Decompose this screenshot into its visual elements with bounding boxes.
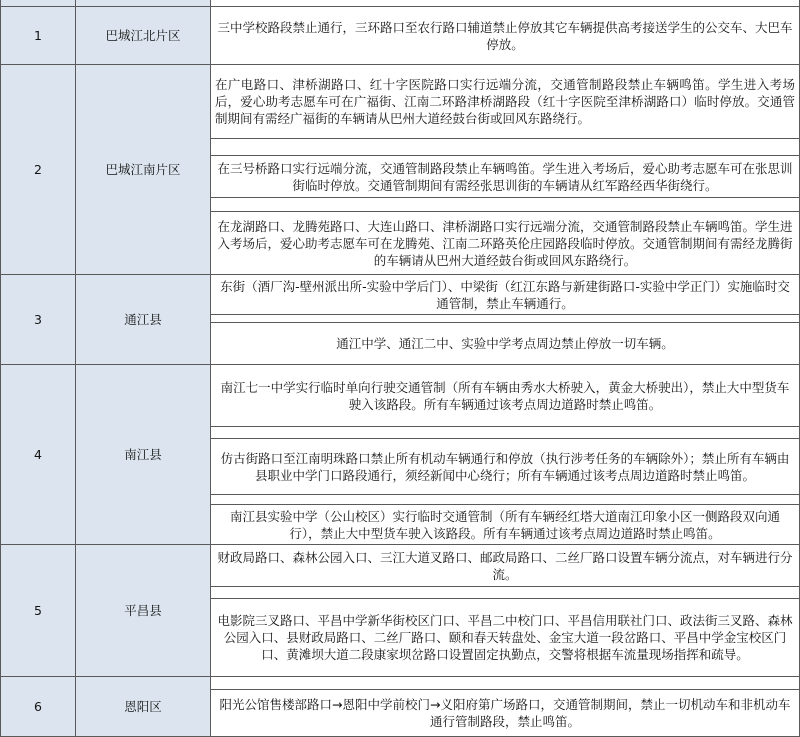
control-measure: 仿古街路口至江南明珠路口禁止所有机动车辆通行和停放（执行涉考任务的车辆除外）；禁止所有车辆由县职业中学门口路段通行，须经新闻中心绕行；所有车辆通过该考点周边道路时禁止鸣笛。 (211, 439, 800, 495)
control-measure: 电影院三叉路口、平昌中学新华街校区门口、平昌二中校门口、平昌信用联社门口、政法街三叉路、森林公园入口、县财政局路口、二丝厂路口、颐和春天转盘处、金宝大道一段岔路口、平昌中学金宝校区门口、黄滩坝大道二段康家坝岔路口设置固定执勤点，交警将根据车流量现场指挥和疏导。 (211, 599, 800, 677)
control-measure: 在三号桥路口实行远端分流，交通管制路段禁止车辆鸣笛。学生进入考场后，爱心助考志愿车可在张思训街临时停放。交通管制期间有需经张思训街的车辆请从红军路经西华街绕行。 (211, 156, 800, 198)
row-number: 4 (1, 365, 76, 545)
row-number: 1 (1, 7, 76, 65)
district-name: 巴城江南片区 (76, 65, 211, 275)
district-name: 平昌县 (76, 545, 211, 677)
table-row (1, 275, 800, 315)
table-row (1, 677, 800, 690)
district-name: 通江县 (76, 275, 211, 365)
control-measure: 东街（酒厂沟-壁州派出所-实验中学后门）、中梁街（红江东路与新建街路口-实验中学正门）实施临时交通管制，禁止车辆通行。 (211, 275, 800, 315)
control-measure: 阳光公馆售楼部路口→恩阳中学前校门→义阳府第广场路口，交通管制期间，禁止一切机动车和非机动车通行管制路段，禁止鸣笛。 (211, 690, 800, 737)
control-measure: 南江县实验中学（公山校区）实行临时交通管制（所有车辆经红塔大道南江印象小区一侧路段双向通行），禁止大中型货车驶入该路段。所有车辆通过该考点周边道路时禁止鸣笛。 (211, 505, 800, 545)
row-number: 2 (1, 65, 76, 275)
row-number: 3 (1, 275, 76, 365)
blank-cell (211, 677, 800, 690)
table-row (1, 7, 800, 65)
district-name: 恩阳区 (76, 677, 211, 737)
blank-cell (211, 427, 800, 439)
control-measure: 财政局路口、森林公园入口、三江大道叉路口、邮政局路口、二丝厂路口设置车辆分流点，对车辆进行分流。 (211, 545, 800, 587)
blank-cell (211, 139, 800, 156)
table-row (1, 545, 800, 587)
row-number: 6 (1, 677, 76, 737)
blank-cell (211, 587, 800, 599)
blank-cell (211, 315, 800, 323)
blank-cell (211, 198, 800, 212)
control-measure: 在龙湖路口、龙腾苑路口、大连山路口、津桥湖路口实行远端分流，交通管制路段禁止车辆鸣笛。学生进入考场后，爱心助考志愿车可在龙腾苑、江南二环路英伦庄园路段临时停放。交通管制期间有需经龙腾街的车辆请从巴州大道经鼓台街或回风东路绕行。 (211, 212, 800, 275)
row-number: 5 (1, 545, 76, 677)
control-measure: 南江七一中学实行临时单向行驶交通管制（所有车辆由秀水大桥驶入，黄金大桥驶出），禁止大中型货车驶入该路段。所有车辆通过该考点周边道路时禁止鸣笛。 (211, 365, 800, 427)
blank-cell (211, 495, 800, 505)
table-row (1, 65, 800, 139)
district-name: 南江县 (76, 365, 211, 545)
control-measure: 三中学校路段禁止通行，三环路口至农行路口辅道禁止停放其它车辆提供高考接送学生的公交车、大巴车停放。 (211, 7, 800, 65)
table-row (1, 365, 800, 427)
control-measure: 在广电路口、津桥湖路口、红十字医院路口实行远端分流，交通管制路段禁止车辆鸣笛。学生进入考场后，爱心助考志愿车可在广福街、江南二环路津桥湖路段（红十字医院至津桥湖路口）临时停放。交通管制期间有需经广福街的车辆请从巴州大道经鼓台街或回风东路绕行。 (211, 65, 800, 139)
district-name: 巴城江北片区 (76, 7, 211, 65)
control-measure: 通江中学、通江二中、实验中学考点周边禁止停放一切车辆。 (211, 323, 800, 365)
